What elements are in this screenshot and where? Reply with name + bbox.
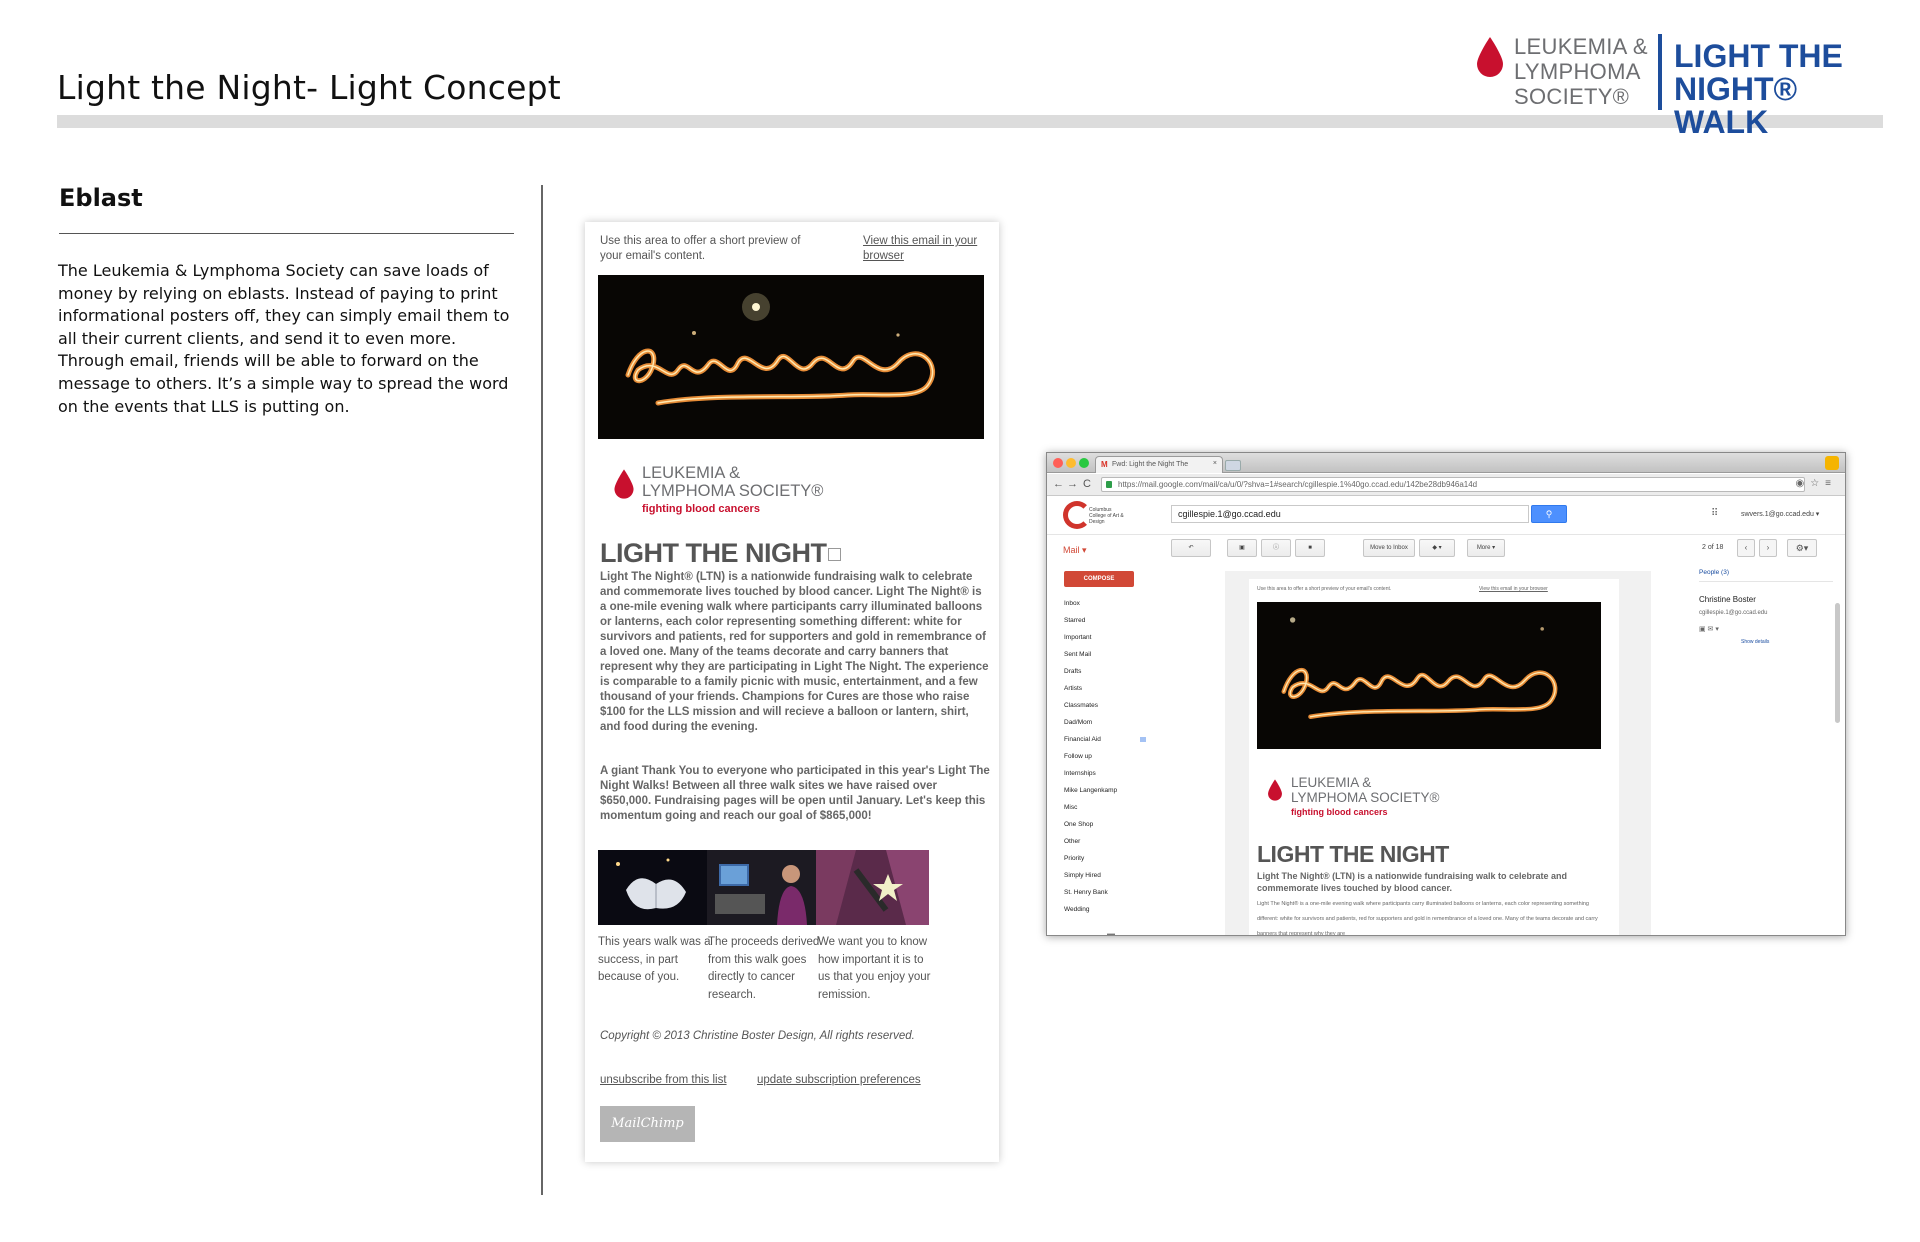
unsubscribe-link[interactable]: unsubscribe from this list [600,1074,727,1086]
section-description: The Leukemia & Lymphoma Society can save loads of money by relying on eblasts. Instead of paying to print informational posters off, they can simply email them to all their current clients, and send it to even more. Through email, friends will be able to forward on the message to others. It’s a simple way to spread the word on the events that LLS is putting on. [58,261,510,416]
folder-sent-mail[interactable]: Sent Mail [1064,651,1092,658]
chat-icon[interactable]: ▬ [1107,929,1115,936]
search-button[interactable] [1531,505,1567,523]
delete-button[interactable]: ■ [1295,539,1325,557]
message-hero-photo [1257,602,1601,749]
folder-misc[interactable]: Misc [1064,804,1078,811]
scrollbar[interactable] [1835,603,1840,723]
header-divider-bar [57,115,1883,128]
folder-financial-aid[interactable]: Financial Aid [1064,731,1154,748]
folder-artists[interactable]: Artists [1064,685,1083,692]
report-spam-button[interactable]: ⓘ [1261,539,1291,557]
email-preheader: Use this area to offer a short preview of your email's content. [600,235,801,262]
folder-one-shop[interactable]: One Shop [1064,821,1094,828]
zoom-window-icon[interactable] [1079,458,1089,468]
lock-icon [1106,481,1112,488]
column-divider [541,185,543,1195]
minimize-window-icon[interactable] [1066,458,1076,468]
people-panel-label[interactable]: People (3) [1699,569,1729,576]
ccad-logo-icon [1063,501,1091,529]
folder-dad-mom[interactable]: Dad/Mom [1064,719,1093,726]
reload-icon[interactable]: C [1083,478,1091,490]
section-rule [59,233,514,234]
message-lls-tagline: fighting blood cancers [1291,807,1388,817]
folder-st-henry-bank[interactable]: St. Henry Bank [1064,889,1108,896]
message-lls-logo [1267,775,1487,825]
logo-divider [1658,34,1662,110]
research-lab-photo [707,850,820,925]
compose-button[interactable]: COMPOSE [1064,571,1134,587]
lls-email-logo [613,464,863,524]
mailchimp-badge[interactable]: MailChimp [600,1106,695,1142]
caption-1: This years walk was a success, in part because of you. [598,936,711,983]
toolbar-icons[interactable]: ◉☆≡ [1795,478,1837,489]
browser-gmail-mockup [1046,452,1846,936]
folder-simply-hired[interactable]: Simply Hired [1064,872,1101,879]
folder-drafts[interactable]: Drafts [1064,668,1082,675]
blood-drop-icon [1475,36,1505,78]
folder-inbox[interactable]: Inbox [1064,600,1080,607]
gmail-search-input[interactable]: cgillespie.1@go.ccad.edu [1171,505,1529,523]
message-intro: Light The Night® (LTN) is a nationwide fundraising walk to celebrate and commemorate lives touched by blood cancer. [1257,871,1567,893]
email-mockup [585,222,999,1162]
contact-email: cgillespie.1@go.ccad.edu [1699,610,1768,616]
message-pane [1225,571,1651,936]
next-page-icon[interactable]: › [1759,539,1777,557]
star-pin-photo [816,850,929,925]
folder-internships[interactable]: Internships [1064,770,1096,777]
browser-tab[interactable]: M Fwd: Light the Night The × [1095,456,1223,473]
folder-list [1064,595,1154,918]
view-in-browser-link[interactable]: View this email in your browser [863,235,978,262]
reply-button[interactable]: ↶ [1171,539,1211,557]
update-preferences-link[interactable]: update subscription preferences [757,1074,921,1086]
address-toolbar [1047,474,1845,496]
lantern-photo [598,850,711,925]
lls-tagline: fighting blood cancers [642,503,760,515]
more-button[interactable]: More ▾ [1467,539,1505,557]
mail-menu[interactable]: Mail ▾ [1063,545,1087,555]
folder-starred[interactable]: Starred [1064,617,1086,624]
message-heading: LIGHT THE NIGHT [1257,841,1449,867]
email-heading: LIGHT THE NIGHT [600,538,841,569]
lls-name: LEUKEMIA & LYMPHOMA SOCIETY® [642,464,824,500]
ccad-logo-text: Columbus College of Art & Design [1089,507,1124,525]
folder-wedding[interactable]: Wedding [1064,906,1090,913]
move-to-inbox-button[interactable]: Move to Inbox [1363,539,1415,557]
show-details-link[interactable]: Show details [1741,639,1770,645]
close-tab-icon[interactable]: × [1212,460,1217,467]
section-title: Eblast [59,184,143,212]
close-window-icon[interactable] [1053,458,1063,468]
folder-other[interactable]: Other [1064,838,1081,845]
message-view-link[interactable]: View this email in your browser [1479,586,1548,592]
contact-name: Christine Boster [1699,595,1756,604]
lls-light-the-night-walk-logo [1470,34,1885,140]
message-preheader: Use this area to offer a short preview of your email's content. [1257,586,1392,592]
people-panel-rule [1699,581,1833,582]
caption-3: We want you to know how important it is to us that you enjoy your remission. [818,936,931,1001]
new-tab-button[interactable] [1225,460,1241,471]
contact-actions-icons[interactable]: ▣ ✉ ▾ [1699,626,1719,633]
message-lls-name: LEUKEMIA & LYMPHOMA SOCIETY® [1291,775,1440,805]
apps-grid-icon[interactable]: ⠿ [1711,508,1719,519]
message-body [1249,579,1619,936]
archive-button[interactable]: ▣ [1227,539,1257,557]
copyright-text: Copyright © 2013 Christine Boster Design, All rights reserved. [600,1030,915,1042]
blood-drop-icon [613,468,635,500]
pagination-count: 2 of 18 [1702,544,1724,551]
message-body-text: Light The Night® is a one-mile evening walk where participants carry illuminated balloons or lanterns, each color representing something different: white for survivors and patients, red for supporters and gold in remembrance of a loved one. Many of the teams decorate and carry banners that represent why they are [1257,901,1598,936]
logo-org-name: LEUKEMIA & LYMPHOMA SOCIETY® [1514,34,1648,109]
folder-follow-up[interactable]: Follow up [1064,753,1092,760]
labels-button[interactable]: ◆ ▾ [1419,539,1455,557]
folder-priority[interactable]: Priority [1064,855,1085,862]
url-field[interactable]: https://mail.google.com/mail/ca/u/0/?shva=1#search/cgillespie.1%40go.ccad.edu/142be28db946a14d [1101,477,1805,492]
blood-drop-icon [1267,778,1283,802]
email-paragraph-1: Light The Night® (LTN) is a nationwide fundraising walk to celebrate and commemorate lives touched by blood cancer. Light The Night® is a one-mile evening walk where participants carry illuminated balloons or lanterns, each color representing something different: white for survivors and patients, red for supporters and gold in remembrance of a loved one. Many of the teams decorate and carry banners that represent why they are participating in Light The Night. The experience is comparable to a family picnic with music, entertainment, and a few thousand of your friends. Champions for Cures are those who raise $100 for the LLS mission and will recieve a balloon or lantern, shirt, and food during the evening. [600,571,989,733]
missing-glyph-box [828,548,841,561]
logo-walk-name: LIGHT THE NIGHT® WALK [1674,38,1843,140]
hero-light-painting-photo [598,275,984,439]
browser-titlebar [1047,453,1845,473]
label-color-badge [1140,737,1146,742]
page-title: Light the Night- Light Concept [57,68,561,107]
gmail-favicon-icon: M [1101,460,1108,469]
caption-2: The proceeds derived from this walk goes directly to cancer research. [708,936,820,1001]
forward-arrow-icon[interactable]: → [1067,478,1078,490]
email-paragraph-2: A giant Thank You to everyone who participated in this year's Light The Night Walks! Between all three walk sites we have raised over $650,000. Fundraising pages will be open until January. Let's keep this momentum going and reach our goal of $865,000! [600,765,990,822]
settings-gear-icon[interactable]: ⚙▾ [1787,539,1817,557]
header-separator [1047,534,1845,535]
back-arrow-icon[interactable]: ← [1053,478,1064,490]
folder-important[interactable]: Important [1064,634,1092,641]
folder-classmates[interactable]: Classmates [1064,702,1098,709]
folder-mike-langenkamp[interactable]: Mike Langenkamp [1064,787,1118,794]
search-icon: ⚲ [1545,509,1553,519]
account-menu[interactable]: swvers.1@go.ccad.edu ▾ [1741,511,1820,518]
prev-page-icon[interactable]: ‹ [1737,539,1755,557]
extension-icon[interactable] [1825,456,1839,470]
